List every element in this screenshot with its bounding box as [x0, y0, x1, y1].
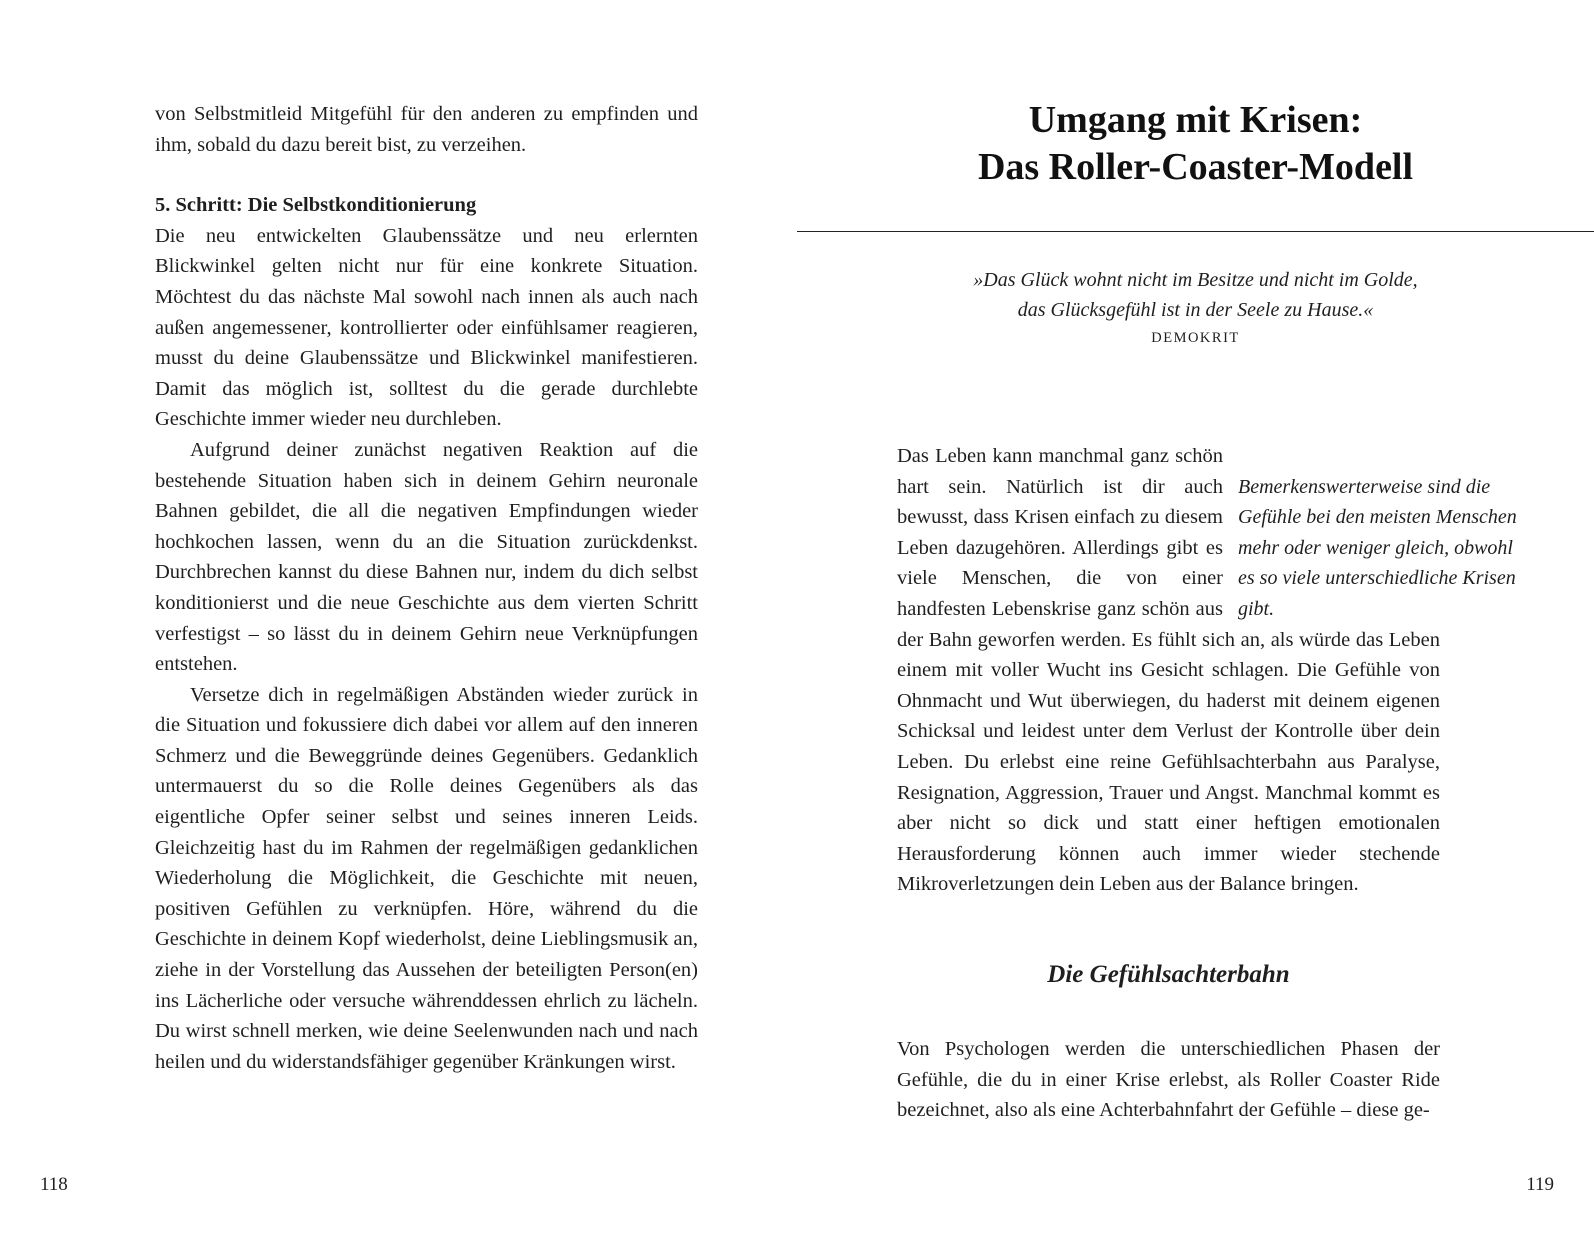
page-number-left: 118	[40, 1174, 68, 1195]
left-paragraph-2: Die neu entwickelten Glaubenssätze und neu erlernten Blickwinkel gelten nicht nur für eine konkrete Situation. Möchtest du das nächste Mal sowohl nach innen als auch nach außen angemessener, kontrollierter oder einfühlsamer reagieren, musst du deine Glaubenssätze und Blickwinkel manifestieren. Damit das möglich ist, solltest du die gerade durchlebte Geschichte immer wieder neu durchleben.	[155, 224, 698, 431]
right-paragraph-1-text: Das Leben kann manchmal ganz schön hart sein. Natürlich ist dir auch bewusst, dass Krisen einfach zu diesem Leben dazugehören. Allerdings gibt es viele Menschen, die von einer handfesten Lebenskrise ganz schön aus der Bahn geworfen werden. Es fühlt sich an, als würde das Leben einem mit voller Wucht ins Gesicht schlagen. Die Gefühle von Ohnmacht und Wut überwiegen, du haderst mit deinem eigenen Schicksal und leidest unter dem Verlust der Kontrolle über dein Leben. Du erlebst eine reine Gefühlsachterbahn aus Paralyse, Resignation, Aggression, Trauer und Angst. Manchmal kommt es aber nicht so dick und statt einer heftigen emotionalen Herausforderung können auch immer wieder stechende Mikroverletzungen dein Leben aus der Balance bringen.	[897, 445, 1440, 896]
pull-quote: Bemerkenswerterweise sind die Gefühle bei den meisten Menschen mehr oder weniger gleich, obwohl es so viele unterschiedliche Krisen gibt.	[1238, 475, 1517, 620]
epigraph-quote	[797, 265, 1594, 325]
page-number-right: 119	[1526, 1174, 1554, 1195]
epigraph-line-1: »Das Glück wohnt nicht im Besitze und nicht im Golde,	[973, 269, 1418, 291]
left-paragraph-4: Versetze dich in regelmäßigen Abständen wieder zurück in die Situation und fokussiere dich dabei vor allem auf den inneren Schmerz und die Beweggründe deines Gegenübers. Gedanklich untermauerst du so die Rolle deines Gegenübers als das eigentliche Opfer seiner selbst und seines inneren Leids. Gleichzeitig hast du im Rahmen der regelmäßigen gedanklichen Wiederholung die Möglichkeit, die Geschichte mit neuen, positiven Gefühlen zu verknüpfen. Höre, während du die Geschichte in deinem Kopf wiederholst, deine Lieblingsmusik an, ziehe in der Vorstellung das Aussehen der beteiligten Person(en) ins Lächerliche oder versuche währenddessen ehrlich zu lächeln. Du wirst schnell merken, wie deine Seelenwunden nach und nach heilen und du widerstandsfähiger gegenüber Kränkungen wirst.	[155, 683, 698, 1073]
chapter-title-line-2: Das Roller-Coaster-Modell	[977, 146, 1414, 188]
left-text-column	[155, 99, 698, 1077]
epigraph-line-2: das Glücksgefühl ist in der Seele zu Hause.«	[1017, 299, 1374, 321]
left-paragraph-1: von Selbstmitleid Mitgefühl für den anderen zu empfinden und ihm, sobald du dazu bereit bist, zu verzeihen.	[155, 103, 698, 156]
right-text-column	[897, 441, 1517, 1126]
title-divider	[797, 231, 1594, 232]
section-heading: Die Gefühlsachterbahn	[1047, 960, 1290, 988]
step-heading: 5. Schritt: Die Selbstkonditionierung	[155, 194, 477, 217]
right-paragraph-1	[897, 441, 1517, 900]
right-page	[797, 0, 1594, 1240]
epigraph	[797, 265, 1594, 348]
chapter-title	[797, 97, 1594, 191]
epigraph-author: DEMOKRIT	[1151, 330, 1240, 346]
right-paragraph-2: Von Psychologen werden die unterschiedlichen Phasen der Gefühle, die du in einer Krise erlebst, als Roller Coaster Ride bezeichnet, also als eine Achterbahnfahrt der Gefühle – diese ge-	[897, 1037, 1440, 1122]
chapter-title-line-1: Umgang mit Krisen:	[1028, 99, 1363, 141]
left-paragraph-3: Aufgrund deiner zunächst negativen Reaktion auf die bestehende Situation haben sich in deinem Gehirn neuronale Bahnen gebildet, die all die negativen Empfindungen wieder hochkochen lassen, wenn du an die Situation zurückdenkst. Durchbrechen kannst du diese Bahnen nur, indem du dich selbst konditionierst und die neue Geschichte aus dem vierten Schritt verfestigst – so lässt du in deinem Gehirn neue Verknüpfungen entstehen.	[155, 438, 698, 676]
